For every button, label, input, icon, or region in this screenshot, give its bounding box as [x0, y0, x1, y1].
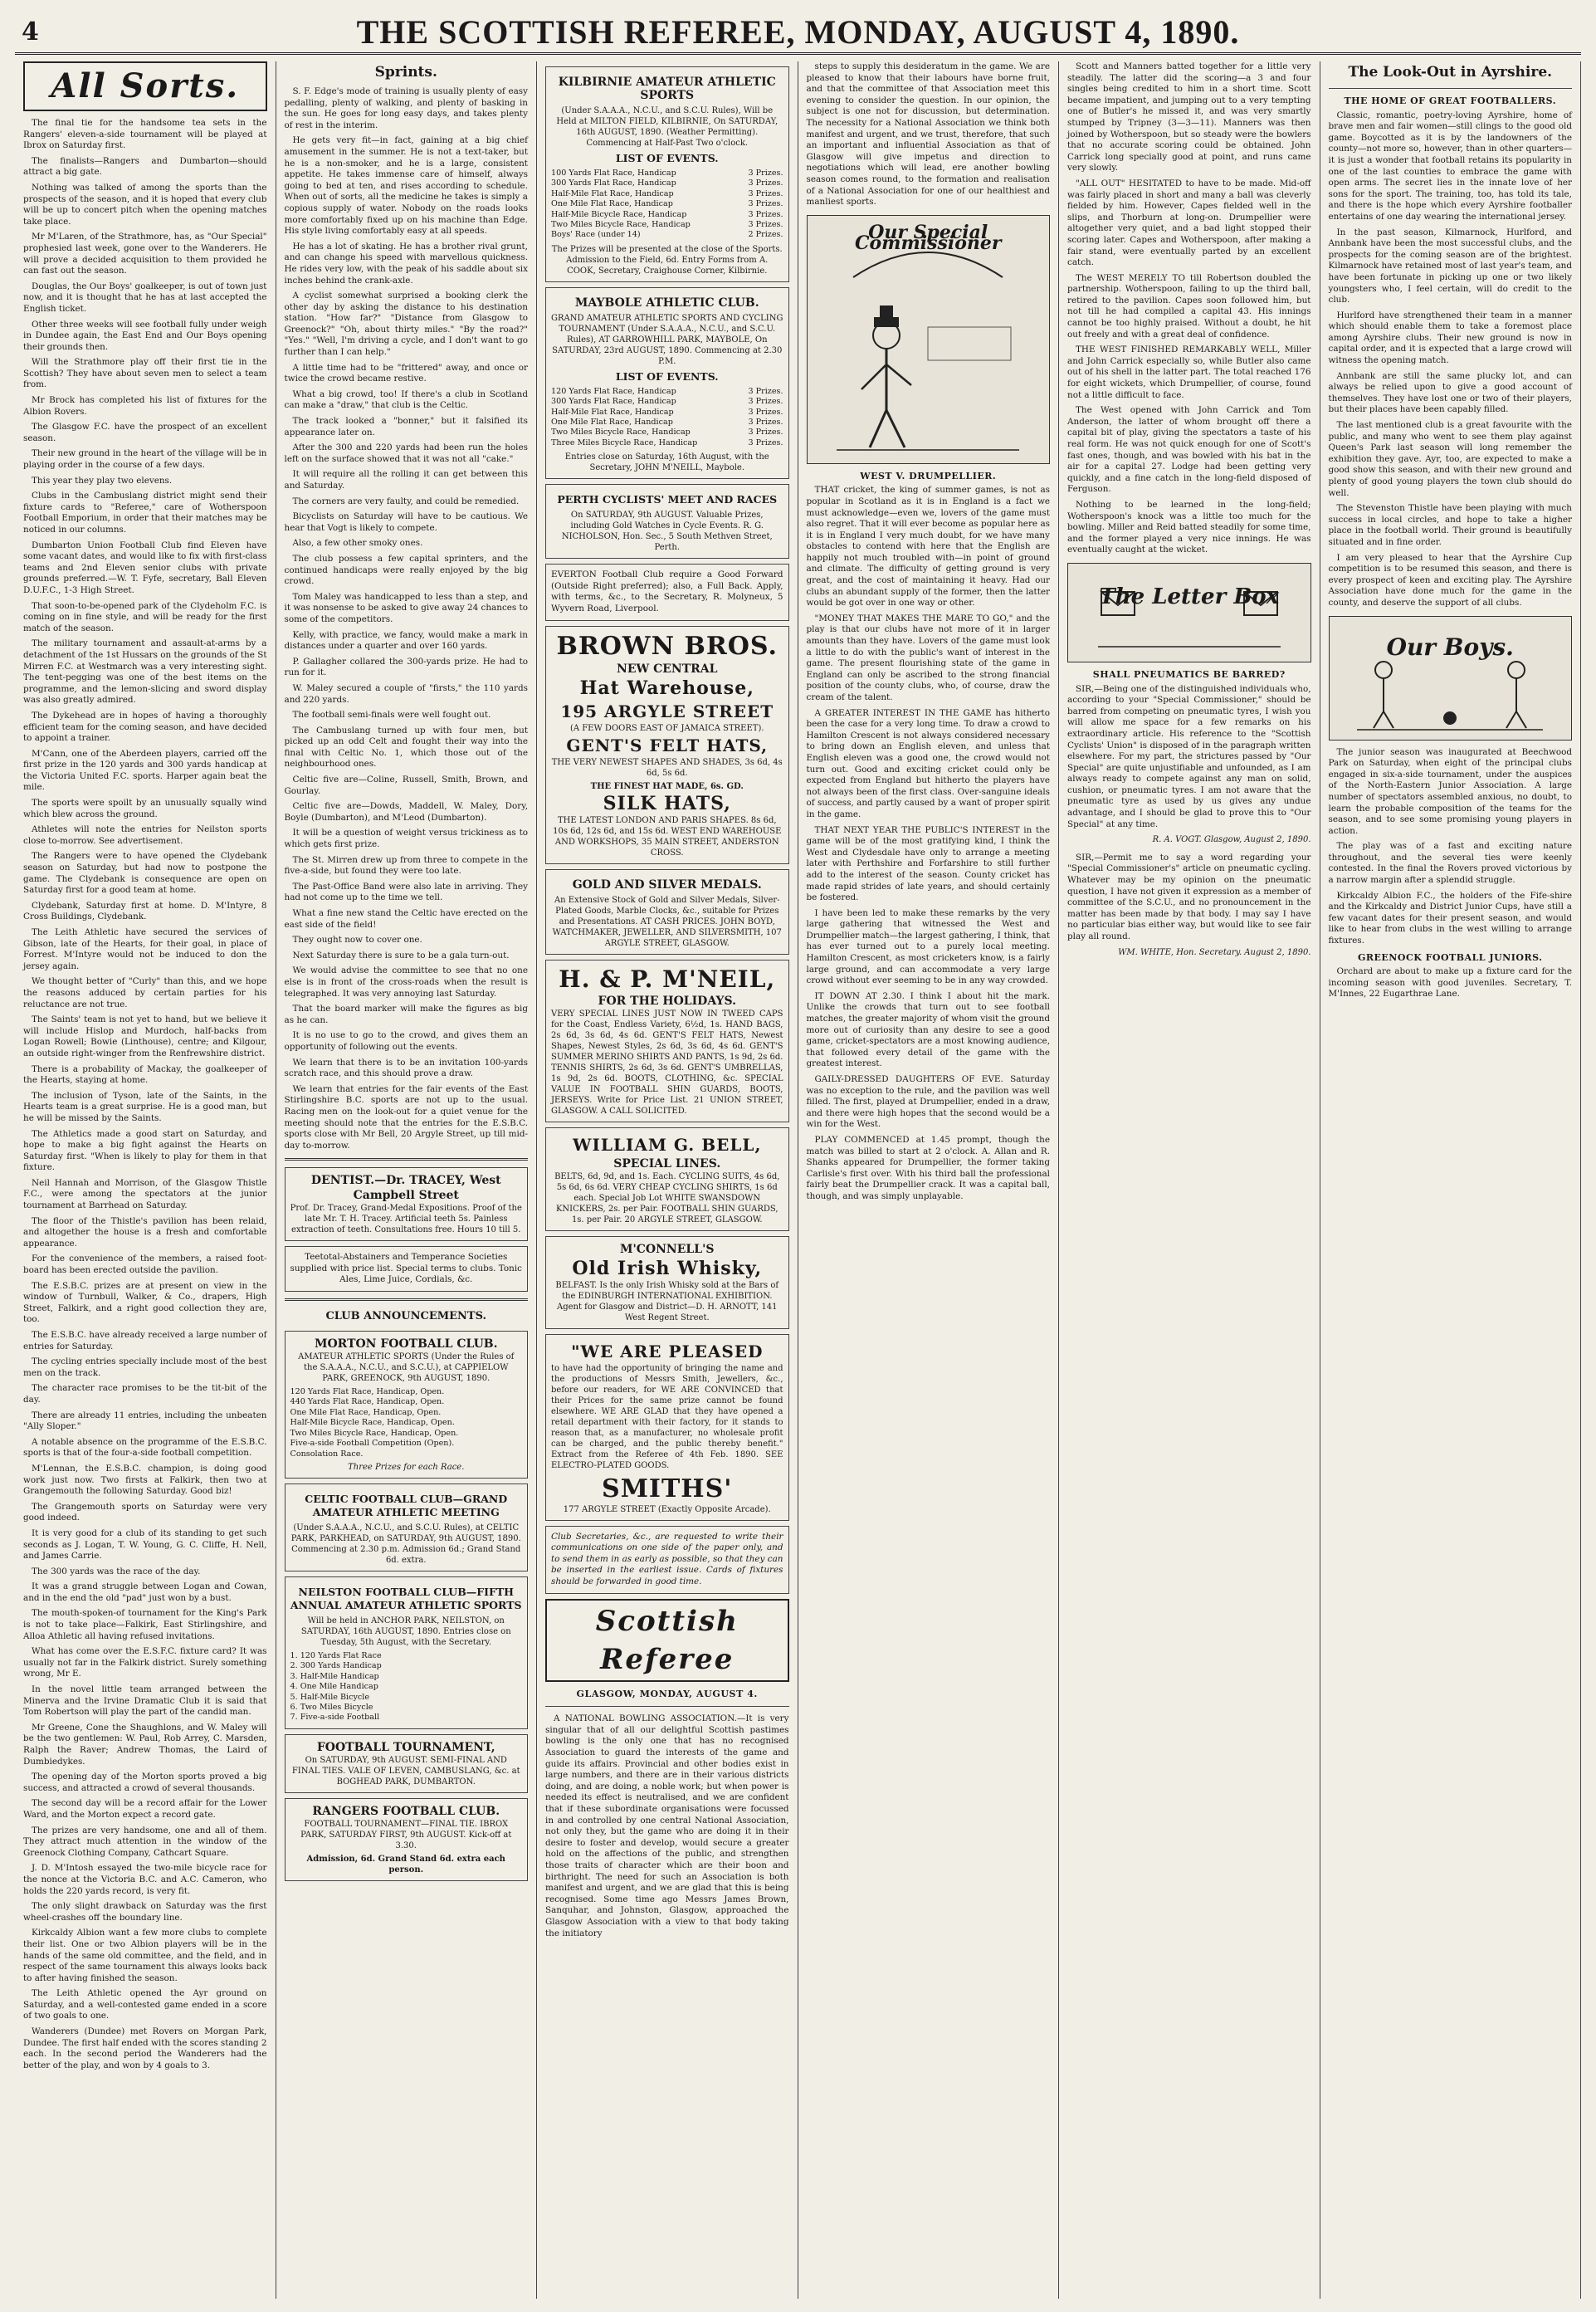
sprints-title: Sprints.: [374, 64, 437, 81]
ad-maybole-sub: GRAND AMATEUR ATHLETIC SPORTS AND CYCLING TOURNAMENT (Under S.A.A.A., N.C.U., and S.C.U. Rules), AT GARROWHILL PARK, MAYBOLE, On SATURDAY, 23rd AUGUST, 1890. Commencing at 2.30 P.M.: [551, 313, 783, 366]
paragraph: The military tournament and assault-at-arms by a detachment of the 1st Hussars on the grounds of the St Mirren F.C. at Westmarch was a very interesting sight. The tent-pegging was one of the best items on the programme, and the lemon-slicing and sword display was also greatly admired.: [23, 638, 267, 706]
ad-football-tournament-title: FOOTBALL TOURNAMENT,: [316, 1740, 495, 1754]
paragraph: steps to supply this desideratum in the game. We are pleased to know that their labours have borne fruit, and that the committee of that Association meet this evening to consider the question. In our opinion, the subject is one not for discussion, but determination. The necessity for a National Association we think both manifest and urgent, and we trust, therefore, that such an important and influential Association as that of Glasgow will give impetus and direction to negotiations which will lead, ere another bowling season comes round, to the formation and realisation of a National Association for one of our healthiest and manliest sports.: [806, 61, 1050, 208]
event-row: [551, 210, 783, 220]
paragraph: Kirkcaldy Albion F.C., the holders of the Fife-shire and the Kirkcaldy and District Junior Cups, have still a few vacant dates for their present season, and would like to hear from clubs in the west willing to arrange fixtures.: [1328, 890, 1572, 946]
paragraph: Celtic five are—Coline, Russell, Smith, Brown, and Gourlay.: [284, 775, 528, 796]
paragraph: The Leith Athletic opened the Ayr ground on Saturday, and a well-contested game ended in a score of two goals to one.: [23, 1988, 267, 2021]
paragraph: The final tie for the handsome tea sets in the Rangers' eleven-a-side tournament will be played at Ibrox on Saturday first.: [23, 118, 267, 151]
event-row: [290, 1703, 523, 1713]
paragraph: Mr M'Laren, of the Strathmore, has, as "Our Special" prophesied last week, gone over to the Wanderers. He will prove a decided acquisition to them provided he can fast out the season.: [23, 232, 267, 276]
ad-maybole-foot: Entries close on Saturday, 16th August, with the Secretary, JOHN M'NEILL, Maybole.: [564, 452, 769, 473]
letter-signoff: WM. WHITE, Hon. Secretary. August 2, 1890.: [1118, 947, 1311, 957]
paragraph: Their new ground in the heart of the village will be in playing order in the course of a few days.: [23, 448, 267, 471]
letter-body: SIR,—Permit me to say a word regarding your "Special Commissioner's" article on pneumatic cycling. Whatever may be my opinion on the pneumatic question, I have not given it expression as a member of committee of the S.C.U., and no pronouncement in the matter has been made by that body. I may say I have no particular bias either way, but would like to see fair play all round.: [1067, 852, 1311, 941]
ad-kilbirnie-sub: (Under S.A.A.A., N.C.U., and S.C.U. Rules), Will be Held at MILTON FIELD, KILBIRNIE, On SATURDAY, 16th AUGUST, 1890. (Weather Permitting). Commencing at Half-Past Two o'clock.: [556, 106, 778, 148]
event-name: Two Miles Bicycle Race, Handicap, Open.: [290, 1428, 459, 1438]
event-row: [290, 1418, 523, 1428]
paragraph: The inclusion of Tyson, late of the Saints, in the Hearts team is a great surprise. He is a good man, but he will be missed by the Saints.: [23, 1090, 267, 1123]
paragraph: A cyclist somewhat surprised a booking clerk the other day by asking the distance to his destination station. "How far?" "Distance from Glasgow to Greenock?" "Oh, about thirty miles." "By the road?" "Yes." "Well, I'm driving a cycle, and I don't want to go further than I can help.": [284, 291, 528, 358]
event-name: 440 Yards Flat Race, Handicap, Open.: [290, 1397, 445, 1407]
paragraph: The St. Mirren drew up from three to compete in the five-a-side, but found they were too late.: [284, 854, 528, 877]
paragraph: The WEST MERELY TO till Robertson doubled the partnership. Wotherspoon, failing to up the third ball, retired to the pavilion. Capes soon followed him, but not till he had compiled a capital 43. His innings cannot be too highly praised. Without a doubt, he hit out freely and with a great deal of confidence.: [1067, 272, 1311, 340]
ad-brown-felt: GENT'S FELT HATS,: [566, 735, 769, 755]
ad-morton-events: [290, 1387, 523, 1459]
paragraph: P. Gallagher collared the 300-yards prize. He had to run for it.: [284, 656, 528, 678]
paragraph: The Grangemouth sports on Saturday were very good indeed.: [23, 1501, 267, 1523]
paragraph: That the board marker will make the figures as big as he can.: [284, 1004, 528, 1025]
club-announcements-title: CLUB ANNOUNCEMENTS.: [325, 1310, 487, 1323]
event-prizes: 3 Prizes.: [748, 220, 783, 230]
paragraph: Clubs in the Cambuslang district might send their fixture cards to "Referee," care of Wotherspoon Football Emporium, in order that their matches may be noticed in our columns.: [23, 491, 267, 535]
ad-dentist: [285, 1167, 529, 1241]
paragraph: The prizes are very handsome, one and all of them. They attract much attention in the window of the Greenock Clothing Company, Cathcart Square.: [23, 1825, 267, 1858]
letter-headline: SHALL PNEUMATICS BE BARRED?: [1092, 668, 1286, 680]
event-name: 300 Yards Flat Race, Handicap: [551, 397, 676, 407]
event-row: [290, 1682, 523, 1692]
event-row: [290, 1397, 523, 1407]
event-name: Boys' Race (under 14): [551, 230, 641, 240]
all-sorts-paras: [23, 118, 267, 2071]
event-row: [290, 1429, 523, 1439]
ad-whisky-body: BELFAST. Is the only Irish Whisky sold at the Bars of the EDINBURGH INTERNATIONAL EXHIBITION. Agent for Glasgow and District—D. H. ARNOTT, 141 West Regent Street.: [555, 1280, 779, 1322]
letter-box-icon: [1090, 567, 1289, 658]
event-row: [290, 1693, 523, 1703]
ad-bell-sub: SPECIAL LINES.: [613, 1156, 721, 1171]
paragraph: Douglas, the Our Boys' goalkeeper, is out of town just now, and it is thought that he has at last accepted the English ticket.: [23, 281, 267, 314]
page-number: 4: [22, 17, 39, 46]
column-cricket-letters: [1059, 61, 1320, 2299]
paragraph: The second day will be a record affair for the Lower Ward, and the Morton expect a record gate.: [23, 1798, 267, 1820]
paragraph: Kelly, with practice, we fancy, would make a mark in distances under a quarter and over 160 yards.: [284, 629, 528, 652]
paragraph: It is no use to go to the crowd, and gives them an opportunity of following out the events.: [284, 1030, 528, 1052]
ad-rangers-admission: Admission, 6d. Grand Stand 6d. extra each person.: [306, 1854, 505, 1875]
paragraph: The 300 yards was the race of the day.: [32, 1566, 201, 1576]
ayrshire-subhead: THE HOME OF GREAT FOOTBALLERS.: [1344, 95, 1557, 106]
paragraph: Celtic five are—Dowds, Maddell, W. Maley, Dory, Boyle (Dumbarton), and M'Leod (Dumbarton).: [284, 801, 528, 823]
paragraph: A GREATER INTEREST IN THE GAME has hitherto been the case for a very long time. To draw a crowd to Hamilton Crescent is not always considered necessary to bring down an English eleven, and unless that English eleven was a good one, the crowd would not turn out. Good and exciting cricket could only be expected from England but hitherto the players have not always been of the first class. Over-sanguine ideals of success, and partly caused by a want of proper spirit in the game.: [806, 707, 1050, 819]
paragraph: The cycling entries specially include most of the best men on the track.: [23, 1356, 267, 1378]
paragraph: The Rangers were to have opened the Clydebank season on Saturday, but had now to postpone the game. The Clydebank is consequence are open on Saturday first for a good team at home.: [23, 851, 267, 896]
paragraph: Next Saturday there is sure to be a gala turn-out.: [292, 950, 510, 960]
ad-smiths-sub: 177 ARGYLE STREET (Exactly Opposite Arcade).: [563, 1504, 771, 1514]
paragraph: It was a grand struggle between Logan and Cowan, and in the end the old "pad" just won by a bust.: [23, 1581, 267, 1603]
ad-maybole-title: MAYBOLE ATHLETIC CLUB.: [574, 296, 759, 310]
paragraph: "ALL OUT" HESITATED to have to be made. Mid-off was fairly placed in short and many a ball was cleverly fielded by him. However, Capes fielded well in the slips, and Thorburn at long-on. Drumpellier were altogether very quiet, and a bad light stopped their scoring later. Capes and Wotherspoon, after making a fair stand, were eventually parted by an excellent catch.: [1067, 178, 1311, 268]
paragraph: Athletes will note the entries for Neilston sports close to-morrow. See advertisement.: [23, 824, 267, 846]
ad-rangers-title: RANGERS FOOTBALL CLUB.: [312, 1804, 500, 1818]
paragraph: There are already 11 entries, including the unbeaten "Ally Sloper.": [23, 1410, 267, 1432]
paragraph: THE WEST FINISHED REMARKABLY WELL, Miller and John Carrick especially so, while Butler also came out of his shell in the latter part. The total reached 176 for eight wickets, which Drumpellier, of course, found not a little difficult to face.: [1067, 345, 1311, 400]
ad-medals-title: GOLD AND SILVER MEDALS.: [572, 877, 762, 892]
column-adverts: [537, 61, 798, 2299]
ad-brown-mid2: Hat Warehouse,: [579, 677, 754, 699]
paragraph: They ought now to cover one.: [292, 935, 422, 946]
all-sorts-title: All Sorts.: [23, 61, 267, 111]
event-row: [551, 387, 783, 397]
ad-teetotal: Teetotal-Abstainers and Temperance Societies supplied with price list. Special terms to clubs. Tonic Ales, Lime Juice, Cordials, &c.: [285, 1246, 529, 1292]
ad-celtic-body: (Under S.A.A.A., N.C.U., and S.C.U. Rules), at CELTIC PARK, PARKHEAD, on SATURDAY, 9th AUGUST, 1890. Commencing at 2.30 p.m. Admission 6d.; Grand Stand 6d. extra.: [290, 1523, 521, 1565]
ad-celtic: [285, 1483, 529, 1571]
event-row: [290, 1408, 523, 1418]
event-row: [551, 428, 783, 437]
ad-perth-body: On SATURDAY, 9th AUGUST. Valuable Prizes, including Gold Watches in Cycle Events. R. G. NICHOLSON, Hon. Sec., 5 South Methven Street, Perth.: [561, 511, 773, 553]
ad-celtic-title: CELTIC FOOTBALL CLUB—GRAND AMATEUR ATHLETIC MEETING: [305, 1492, 508, 1518]
ad-medals-body: An Extensive Stock of Gold and Silver Medals, Silver-Plated Goods, Marble Clocks, &c., suitable for Prizes and Presentations. AT CASH PRICES. JOHN BOYD, WATCHMAKER, JEWELLER, AND SILVERSMITH, 107 ARGYLE STREET, GLASGOW.: [552, 895, 782, 948]
column-all-sorts: [15, 61, 276, 2299]
event-row: [551, 438, 783, 448]
our-boys-caption: Our Boys.: [1386, 633, 1514, 661]
event-name: Two Miles Bicycle Race, Handicap: [551, 428, 691, 437]
ad-kilbirnie: [545, 66, 789, 282]
paragraph: M'Lennan, the E.S.B.C. champion, is doing good work just now. Two firsts at Falkirk, then two at Grangemouth the following Saturday. Good biz!: [23, 1463, 267, 1497]
paragraph: What a big crowd, too! If there's a club in Scotland can make a "draw," that club is the Celtic.: [284, 389, 528, 411]
event-row: [551, 220, 783, 230]
paragraph: The opening day of the Morton sports proved a big success, and attracted a crowd of several thousands.: [23, 1772, 267, 1793]
ad-brown-silk-sub: THE LATEST LONDON AND PARIS SHAPES. 8s 6d, 10s 6d, 12s 6d, and 15s 6d. WEST END WAREHOUSE AND WORKSHOPS, 35 MAIN STREET, ANDERSTON CROSS.: [553, 815, 782, 858]
column-ayrshire: [1320, 61, 1582, 2299]
event-name: 6. Two Miles Bicycle: [290, 1702, 373, 1712]
ad-hp-mneil: [545, 960, 789, 1122]
event-prizes: 2 Prizes.: [748, 230, 783, 240]
paragraph: GAILY-DRESSED DAUGHTERS OF EVE. Saturday was no exception to the rule, and the pavilion was well filled. The first, played at Drumpellier, ended in a draw, and there were high hopes that the second would be a win for the West.: [806, 1074, 1050, 1130]
paragraph: The junior season was inaugurated at Beechwood Park on Saturday, when eight of the principal clubs engaged in six-a-side tournament, under the auspices of the North-Eastern Junior Association. A large number of spectators assembled anxious, no doubt, to learn the probable composition of the teams for the season, and to see some promising young players in action.: [1328, 746, 1572, 836]
event-prizes: 3 Prizes.: [748, 209, 783, 219]
paragraph: The Cambuslang turned up with four men, but picked up an odd Celt and fought their way into the final with Celtic No. 1, which those out of the neighbourhood ones.: [284, 725, 528, 770]
commissioner-paras: [807, 485, 1051, 1202]
ad-maybole: [545, 287, 789, 479]
ad-everton: EVERTON Football Club require a Good Forward (Outside Right preferred); also, a Full Back. Apply, with terms, &c., to the Secretary, R. Molyneux, 5 Wyvern Road, Liverpool.: [545, 564, 789, 620]
paragraph: The Leith Athletic have secured the services of Gibson, late of the Hearts, for their goal, in place of Forrest. M'Intyre would not be induced to don the jersey again.: [23, 927, 267, 971]
paragraph: A little time had to be "frittered" away, and once or twice the crowd became restive.: [284, 362, 528, 384]
greenock-body: Orchard are about to make up a fixture card for the incoming season with good juveniles. Secretary, T. M'Innes, 22 Eugarthrae Lane.: [1328, 966, 1572, 1000]
event-name: 1. 120 Yards Flat Race: [290, 1650, 382, 1660]
paragraph: The sports were spoilt by an unusually squally wind which blew across the ground.: [23, 798, 267, 819]
event-prizes: 3 Prizes.: [748, 188, 783, 198]
paragraph: I have been led to make these remarks by the very large gathering that witnessed the West and Drumpellier match—the largest gathering, I think, that has ever turned out to a purely local meeting. Hamilton Crescent, as most cricketers know, is a fairly large ground, and can accommodate a very large crowd without ever seeming to be in any way crowded.: [806, 907, 1050, 986]
ad-morton: [285, 1331, 529, 1479]
greenock-headline: GREENOCK FOOTBALL JUNIORS.: [1358, 951, 1543, 963]
paragraph: There is a probability of Mackay, the goalkeeper of the Hearts, staying at home.: [23, 1063, 267, 1086]
sprints-paras: [285, 86, 529, 1151]
paragraph: The football semi-finals were well fought out.: [292, 710, 491, 721]
event-prizes: 3 Prizes.: [748, 428, 783, 437]
column-sprints: [276, 61, 538, 2299]
paragraph: He has a lot of skating. He has a brother rival grunt, and can change his speed with marvellous quickness. He rides very low, with the peak of his saddle about six inches behind the crank-axle.: [284, 241, 528, 286]
paragraph: W. Maley secured a couple of "firsts," the 110 yards and 220 yards.: [284, 682, 528, 705]
event-prizes: 3 Prizes.: [748, 199, 783, 209]
paragraph: This year they play two elevens.: [32, 475, 173, 486]
event-row: [551, 189, 783, 199]
event-row: [551, 230, 783, 240]
event-row: [551, 397, 783, 407]
event-name: Consolation Race.: [290, 1449, 364, 1459]
ad-brown-silk-pre: THE FINEST HAT MADE, 6s. GD.: [590, 781, 744, 791]
ad-pleased-body: to have had the opportunity of bringing the name and the productions of Messrs Smith, Jewellers, &c., before our readers, for WE ARE CONVINCED that their Prices for the same prize cannot be found elsewhere. WE ARE GLAD that they have opened a retail department with their factory, for it stands to reason that, as a manufacturer, no wholesale profit can be charged, and the public thereby benefit." Extract from the Referee of 4th Feb. 1890. SEE ELECTRO-PLATED GOODS.: [551, 1363, 783, 1470]
event-name: Half-Mile Flat Race, Handicap: [551, 188, 674, 198]
ad-hp-title: H. & P. M'NEIL,: [559, 965, 776, 993]
event-name: 120 Yards Flat Race, Handicap, Open.: [290, 1387, 445, 1397]
ad-brown-felt-sub: THE VERY NEWEST SHAPES AND SHADES, 3s 6d, 4s 6d, 5s 6d.: [551, 757, 783, 778]
paragraph: M'Cann, one of the Aberdeen players, carried off the first prize in the 120 yards and 300 yards handicap at the Victoria United F.C. sports. Harper again beat the mile.: [23, 748, 267, 793]
ad-hp-sub: FOR THE HOLIDAYS.: [598, 994, 736, 1008]
event-name: 5. Half-Mile Bicycle: [290, 1692, 370, 1702]
ad-smiths: [545, 1334, 789, 1521]
column-leader-cricket: [798, 61, 1060, 2299]
paragraph: The E.S.B.C. prizes are at present on view in the window of Turnbull, Walker, & Co., drapers, High Street, Falkirk, and a right good collection they are, too.: [23, 1280, 267, 1325]
event-prizes: 3 Prizes.: [748, 437, 783, 447]
paragraph: A notable absence on the programme of the E.S.B.C. sports is that of the four-a-side football competition.: [23, 1436, 267, 1459]
ad-maybole-events-title: LIST OF EVENTS.: [615, 369, 719, 383]
ad-bell-body: BELTS, 6d, 9d, and 1s. Each. CYCLING SUITS, 4s 6d, 5s 6d, 6s 6d. VERY CHEAP CYCLING SHIRTS, 1s 6d each. Special Job Lot WHITE SWANSDOWN KNICKERS, 2s. per Pair. FOOTBALL SHIN GUARDS, 1s. per Pair. 20 ARGYLE STREET, GLASGOW.: [554, 1171, 780, 1224]
ad-rangers-body: FOOTBALL TOURNAMENT—FINAL TIE. IBROX PARK, SATURDAY FIRST, 9th AUGUST. Kick-off at 3.30.: [300, 1819, 512, 1850]
paragraph: Annbank are still the same plucky lot, and can always be relied upon to give a good account of themselves. They have lost one or two of their players, but their places have been capably filled.: [1328, 370, 1572, 415]
paragraph: The Saints' team is not yet to hand, but we believe it will include Hislop and Murdoch, half-backs from Logan Rowell; Bowie (Linthouse), centre; and Kilgour, an outside right-winger from the Renfrewshire district.: [23, 1014, 267, 1058]
event-row: [551, 408, 783, 418]
paragraph: THAT NEXT YEAR THE PUBLIC'S INTEREST in the game will be of the most gratifying kind, I think the West and Clydesdale have only to arrange a meeting later with Perthshire and Forfarshire to still further add to the interest of the season. County cricket has made rapid strides of late years, and should certainly be fostered.: [806, 824, 1050, 903]
event-name: Half-Mile Flat Race, Handicap: [551, 407, 674, 417]
ad-kilbirnie-events: [551, 169, 783, 241]
ad-perth: [545, 484, 789, 559]
columns: [15, 61, 1581, 2299]
ad-pleased-title: "WE ARE PLEASED: [571, 1341, 764, 1361]
paragraph: The Dykehead are in hopes of having a thoroughly efficient team for the coming season, and have decided to appoint a trainer.: [23, 710, 267, 744]
letter-body: SIR,—Being one of the distinguished individuals who, according to your "Special Commissioner," should be barred from competing on pneumatic tyres, I wish you will allow me space for a few remarks on his extraordinary article. His reference to the "Scottish Cyclists' Union" is disposed of in the paragraph written elsewhere. For my part, the strictures passed by "Our Special" are quite unjustifiable and unfounded, as I am always ready to compete against any man on solid, cushion, or pneumatic tyres. I am not aware that the pneumatic tyre as used by us gives any undue advantage, and I should be glad to prove this to "Our Special" at any time.: [1067, 683, 1311, 829]
event-name: 300 Yards Flat Race, Handicap: [551, 178, 676, 188]
ad-dentist-body: Prof. Dr. Tracey, Grand-Medal Expositions. Proof of the late Mr. T. H. Tracey. Artificial teeth 5s. Painless extraction of teeth. Consultations free. Hours 10 till 5.: [290, 1204, 522, 1235]
letter-signoff: R. A. VOGT. Glasgow, August 2, 1890.: [1152, 835, 1311, 845]
paragraph: I am very pleased to hear that the Ayrshire Cup competition is to be resumed this season, and there is every prospect of keen and exciting play. The Ayrshire Association have done much for the game in the county, and deserve the support of all clubs.: [1328, 552, 1572, 608]
event-prizes: 3 Prizes.: [748, 407, 783, 417]
event-row: [290, 1387, 523, 1397]
paragraph: It will be a question of weight versus trickiness as to which gets first prize.: [284, 828, 528, 850]
ad-brown-title: BROWN BROS.: [556, 631, 778, 661]
ad-morton-sub: AMATEUR ATHLETIC SPORTS (Under the Rules of the S.A.A.A., N.C.U., and S.C.U.), at CAPPIELOW PARK, GREENOCK, 9th AUGUST, 1890.: [298, 1352, 515, 1384]
our-boys-paras: [1329, 747, 1573, 947]
event-row: [551, 169, 783, 178]
ad-perth-title: PERTH CYCLISTS' MEET AND RACES: [557, 493, 778, 506]
paragraph: The play was of a fast and exciting nature throughout, and the several ties were keenly contested. In the final the Rovers proved victorious by a narrow margin after a splendid struggle.: [1328, 841, 1572, 886]
ad-football-tournament: [285, 1734, 529, 1793]
leader-continued: [807, 61, 1051, 208]
notice-secretaries: Club Secretaries, &c., are requested to write their communications on one side of the paper only, and to send them in as early as possible, so that they can be inserted in the earliest issue. Cards of fixtures should be forwarded in good time.: [545, 1526, 789, 1594]
paragraph: A NATIONAL BOWLING ASSOCIATION.—It is very singular that of all our delightful Scottish pastimes bowling is the only one that has no recognised Association to guard the interests of the game and guide its affairs. Provincial and other bodies exist in large numbers, and there are in their various districts doing, and are doing, a noble work; but when power is needed its effect is neutralised, and we are confident that if these subordinate organisations were focussed in and controlled by one central National Association, not only they, but the game who are doing it in their desire to foster and develop, would secure a greater hold on the affections of the public, and strengthen those traits of character which are their boon and birthright. The need for such an Association is both manifest and urgent, and we are glad that this is being recognised. Some time ago Messrs James Brown, Sanquhar, and Johnston, Glasgow, approached the Glasgow Association with a view to that body taking the initiatory: [545, 1713, 789, 1938]
masthead: [15, 12, 1581, 55]
ad-bell: [545, 1127, 789, 1231]
event-row: [551, 418, 783, 428]
ad-maybole-events: [551, 387, 783, 448]
paragraph: The corners are very faulty, and could be remedied.: [292, 496, 520, 506]
paragraph: Classic, romantic, poetry-loving Ayrshire, home of brave men and fair women—still clings to the good old game. Boycotted as it is by the landowners of the county—not more so, however, than in other quarters—it is just a wonder that football retains its popularity in one of the last counties to embrace the game with open arms. The secret lies in the innate love of her sons for the sport. The training, too, has told its tale, and there is the hope which every Ayrshire footballer entertains of one day wearing the international jersey.: [1328, 110, 1572, 222]
divider: [285, 1158, 529, 1161]
event-name: 7. Five-a-side Football: [290, 1713, 380, 1723]
paragraph: IT DOWN AT 2.30. I think I about hit the mark. Unlike the crowds that turn out to see football matches, the greater majority of whom visit the ground more out of curiosity than any desire to see a good game, cricket-spectators are a most knowing audience, that followed every detail of the game with the greatest interest.: [806, 990, 1050, 1069]
ad-dentist-head: DENTIST.—Dr. TRACEY, West Campbell Street: [310, 1174, 501, 1203]
ad-brown-silk: SILK HATS,: [603, 792, 731, 814]
paragraph: Neil Hannah and Morrison, of the Glasgow Thistle F.C., were among the spectators at the junior tournament at Barrhead on Saturday.: [23, 1177, 267, 1211]
event-name: 100 Yards Flat Race, Handicap: [551, 169, 676, 178]
paragraph: In the novel little team arranged between the Minerva and the Irvine Dramatic Club it is said that Tom Robertson will play the part of the candid man.: [23, 1684, 267, 1718]
paragraph: Will the Strathmore play off their first tie in the Scottish? They have about seven men to select a team from.: [23, 357, 267, 390]
paragraph: Scott and Manners batted together for a little very steadily. The latter did the scoring—a 3 and four singles being credited to him in a short time. Scott became impatient, and jumping out to a very tempting one of Butler's he missed it, and was very smartly stumped by Tripney (3—3—11). Manners was then joined by Wotherspoon, but so steady were the bowlers that no accurate scoring could be obtained. John Carrick long specially good at point, and runs came very slowly.: [1067, 61, 1311, 174]
ad-kilbirnie-foot: The Prizes will be presented at the close of the Sports. Admission to the Field, 6d. Entry Forms from A. COOK, Secretary, Craighouse Corner, Kilbirnie.: [551, 244, 783, 276]
event-name: Half-Mile Bicycle Race, Handicap, Open.: [290, 1418, 455, 1428]
paragraph: PLAY COMMENCED at 1.45 prompt, though the match was billed to start at 2 o'clock. A. Allan and R. Shanks appeared for Drumpellier, the former taking Carlisle's first over. With his third ball the professional fairly beat the Drumpellier crack. It was a capital ball, though, and was simply unplayable.: [806, 1134, 1050, 1201]
paragraph: The E.S.B.C. have already received a large number of entries for Saturday.: [23, 1330, 267, 1352]
paper-dateline: GLASGOW, MONDAY, AUGUST 4.: [576, 1688, 758, 1699]
event-prizes: 3 Prizes.: [748, 386, 783, 396]
paragraph: Tom Maley was handicapped to less than a step, and it was nonsense to be asked to give away 24 chances to some of the competitors.: [284, 591, 528, 624]
paragraph: The mouth-spoken-of tournament for the King's Park is not to take place—Falkirk, East Stirlingshire, and Alloa Athletic all having refused invitations.: [23, 1608, 267, 1641]
ad-kilbirnie-events-title: LIST OF EVENTS.: [615, 152, 719, 164]
ad-neilston: [285, 1576, 529, 1729]
paragraph: Dumbarton Union Football Club find Eleven have some vacant dates, and would like to fix with first-class teams and 2nd Eleven senior clubs with private grounds preferred.—W. T. Fyfe, secretary, Ball Eleven D.U.F.C., 1-3 High Street.: [23, 540, 267, 595]
event-name: Half-Mile Bicycle Race, Handicap: [551, 209, 687, 219]
paragraph: The finalists—Rangers and Dumbarton—should attract a big gate.: [23, 155, 267, 178]
ad-hp-body: VERY SPECIAL LINES JUST NOW IN TWEED CAPS for the Coast, Endless Variety, 6½d, 1s. HAND BAGS, 2s 6d, 3s 6d, 4s 6d. GENT'S FELT HATS, Newest Shapes, Newest Styles, 2s 6d, 3s 6d, 4s 6d. GENT'S SUMMER MERINO SHIRTS AND PANTS, 1s 9d, 2s 6d. TENNIS SHIRTS, 2s 6d, 3s 6d. GENT'S UMBRELLAS, 1s 9d, 2s 6d. BOOTS, CLOTHING, &c. SPECIAL VALUE IN FOOTBALL SHIN GUARDS, BOOTS, JERSEYS. Write for Price List. 21 UNION STREET, GLASGOW. A CALL SOLICITED.: [551, 1009, 783, 1116]
paragraph: The Stevenston Thistle have been playing with much success in local circles, and hope to take a higher place in the football world. Their ground is beautifully situated and in fine order.: [1328, 503, 1572, 547]
paragraph: In the past season, Kilmarnock, Hurlford, and Annbank have been the most successful clubs, and the prospects for the coming season are of the brightest. Kilmarnock have retained most of last year's team, and have been fortunate in picking up one or two likely youngsters who, I feel certain, will do credit to the club.: [1328, 227, 1572, 305]
paragraph: Clydebank, Saturday first at home. D. M'Intyre, 8 Cross Buildings, Clydebank.: [23, 900, 267, 922]
ad-kilbirnie-title: KILBIRNIE AMATEUR ATHLETIC SPORTS: [558, 76, 776, 102]
ad-neilston-events: [290, 1651, 523, 1723]
event-prizes: 3 Prizes.: [748, 397, 783, 407]
event-prizes: 3 Prizes.: [748, 418, 783, 428]
ad-brown-address: 195 ARGYLE STREET: [560, 701, 774, 721]
paragraph: "MONEY THAT MAKES THE MARE TO GO," and the play is that our clubs have not more of it in larger amounts than they have. Lovers of the game must look a little to do with the public's want of interest in the game. The present flourishing state of the game in England can only be ascribed to the strong financial position of the county clubs, who, of course, draw the cream of the talent.: [806, 613, 1050, 702]
paragraph: We thought better of "Curly" than this, and we hope the reasons adduced by certain parties for his reluctance are not true.: [23, 976, 267, 1009]
paragraph: Mr Brock has completed his list of fixtures for the Albion Rovers.: [23, 395, 267, 417]
paragraph: The club possess a few capital sprinters, and the continued handicaps were really enjoyed by the big crowd.: [284, 553, 528, 587]
leader-article: [545, 1713, 789, 1939]
paragraph: It will require all the rolling it can get between this and Saturday.: [284, 469, 528, 491]
event-prizes: 3 Prizes.: [748, 169, 783, 178]
paragraph: Hurlford have strengthened their team in a manner which should enable them to take a foremost place among Ayrshire clubs. Their new ground is now in capital order, and it is expected that a large crowd will witness the opening match.: [1328, 310, 1572, 366]
ayrshire-title: The Look-Out in Ayrshire.: [1348, 64, 1553, 81]
event-row: [290, 1713, 523, 1723]
paragraph: After the 300 and 220 yards had been run the holes left on the surface showed that it was not all "cake.": [284, 442, 528, 464]
paragraph: Wanderers (Dundee) met Rovers on Morgan Park, Dundee. The first half ended with the scores standing 2 each. In the second period the Wanderers had the better of the play, and won by 4 goals to 3.: [23, 2026, 267, 2070]
divider: [285, 1298, 529, 1301]
paragraph: We learn that there is to be an invitation 100-yards scratch race, and this should prove a draw.: [284, 1057, 528, 1079]
event-name: One Mile Flat Race, Handicap: [551, 199, 673, 209]
our-boys-illustration: [1329, 616, 1573, 741]
paragraph: For the convenience of the members, a raised foot-board has been erected outside the pavilion.: [23, 1254, 267, 1276]
paragraph: We learn that entries for the fair events of the East Stirlingshire B.C. sports are not up to the usual. Racing men on the look-out for a quiet venue for the meeting should note that the entries for the E.S.B.C. sports close with Mr Bell, 20 Argyle Street, up till mid-day to-morrow.: [284, 1083, 528, 1151]
paragraph: The floor of the Thistle's pavilion has been relaid, and altogether the house is a fresh and comfortable appearance.: [23, 1215, 267, 1249]
event-name: One Mile Flat Race, Handicap: [551, 418, 673, 428]
paragraph: The character race promises to be the tit-bit of the day.: [23, 1383, 267, 1405]
event-name: Three Miles Bicycle Race, Handicap: [551, 437, 698, 447]
paper-title: THE SCOTTISH REFEREE, MONDAY, AUGUST 4, 1890.: [356, 13, 1240, 51]
event-name: 120 Yards Flat Race, Handicap: [551, 386, 676, 396]
paragraph: What has come over the E.S.F.C. fixture card? It was usually not far in the Falkirk district. Surely something wrong, Mr E.: [23, 1646, 267, 1679]
paragraph: That soon-to-be-opened park of the Clydeholm F.C. is coming on in fine style, and will be ready for the first match of the season.: [23, 600, 267, 633]
paragraph: The track looked a "bonner," but it falsified its appearance later on.: [284, 416, 528, 437]
event-prizes: 3 Prizes.: [748, 178, 783, 188]
ad-brown-sub: (A FEW DOORS EAST OF JAMAICA STREET).: [569, 723, 764, 733]
ad-morton-title: MORTON FOOTBALL CLUB.: [314, 1337, 498, 1352]
paragraph: Also, a few other smoky ones.: [292, 538, 423, 549]
ad-smiths-title: SMITHS': [602, 1474, 733, 1503]
paragraph: Nothing was talked of among the sports than the prospects of the season, and it is hoped that every club will be up to concert pitch when the opening matches take place.: [23, 182, 267, 227]
event-row: [551, 199, 783, 209]
ad-brown-bros: [545, 626, 789, 864]
event-row: [290, 1672, 523, 1682]
commissioner-figure-icon: [828, 219, 1027, 460]
ad-bell-title: WILLIAM G. BELL,: [573, 1134, 762, 1155]
ad-neilston-title: NEILSTON FOOTBALL CLUB—FIFTH ANNUAL AMATEUR ATHLETIC SPORTS: [290, 1585, 522, 1611]
event-name: 4. One Mile Handicap: [290, 1682, 378, 1692]
commissioner-caption: Our Special Commissioner: [855, 221, 1002, 255]
paragraph: Other three weeks will see football fully under weigh in Dundee again, the East End and Our Boys opening their grounds then.: [23, 319, 267, 352]
ad-medals: [545, 869, 789, 955]
event-row: [290, 1661, 523, 1671]
paragraph: The Glasgow F.C. have the prospect of an excellent season.: [23, 422, 267, 443]
paragraph: The West opened with John Carrick and Tom Anderson, the latter of whom brought off there a capital bit of play, giving the spectators a taste of his real form. He was not quick enough for one of Scott's fast ones, though, and was bowled with his bat in the air for a capital 27. Lodge had been getting very quickly, and a fine catch in the long-field disposed of Ferguson.: [1067, 405, 1311, 495]
event-row: [290, 1439, 523, 1449]
ayrshire-paras: [1329, 110, 1573, 609]
divider: [1329, 88, 1573, 89]
paragraph: The Athletics made a good start on Saturday, and hope to make a big fight against the Hearts on Saturday first. "When is likely to play for them in that fixture.: [23, 1128, 267, 1173]
ad-whisky: [545, 1236, 789, 1329]
paragraph: He gets very fit—in fact, gaining at a big chief amusement in the summer. He is not a text-taker, but he is a non-smoker, and he is a large, consistent appetite. He takes immense care of himself, always going to bed at ten, and rises according to schedule. When out of sorts, all the medicine he takes is simply a copious supply of water. Nobody on the roads looks more comfortably fixed up on his machine than Edge. His style living comfortably easy at all speeds.: [284, 135, 528, 237]
paragraph: The last mentioned club is a great favourite with the public, and many who went to see them play against Queen's Park last season will long remember the exhibition they gave. Ayr, too, are expected to make a good show this season, and with their new ground and plenty of good young players the town club should do well.: [1328, 420, 1572, 498]
ad-rangers: [285, 1798, 529, 1881]
paragraph: We would advise the committee to see that no one else is in front of the cross-roads when the result is telegraphed. It was very annoying last Saturday.: [284, 965, 528, 999]
paragraph: J. D. M'Intosh essayed the two-mile bicycle race for the nonce at the Victoria B.C. and A.C. Cameron, who holds the 220 yards record, is very fit.: [23, 1863, 267, 1896]
ad-football-tournament-body: On SATURDAY, 9th AUGUST. SEMI-FINAL AND FINAL TIES. VALE OF LEVEN, CAMBUSLANG, &c. at BOGHEAD PARK, DUMBARTON.: [291, 1755, 520, 1787]
paragraph: The Past-Office Band were also late in arriving. They had not come up to the time we tell.: [284, 881, 528, 903]
event-row: [290, 1449, 523, 1459]
cricket-paras: [1067, 61, 1311, 556]
paragraph: Mr Greene, Cone the Shaughlons, and W. Maley will be the two gentlemen: W. Paul, Rob Arrey, C. Marsden, Ralph the Raver; Andrew Thomas, the Laird of Dumbiedykes.: [23, 1722, 267, 1767]
paragraph: It is very good for a club of its standing to get such seconds as J. Logan, T. W. Young, G. C. Cliffe, H. Nell, and James Carrie.: [23, 1527, 267, 1562]
ad-brown-mid1: NEW CENTRAL: [617, 662, 718, 676]
paper-banner: Scottish Referee: [545, 1599, 789, 1682]
event-name: 2. 300 Yards Handicap: [290, 1661, 382, 1671]
letter-box-caption: The Letter Box: [1099, 584, 1280, 609]
event-name: 3. Half-Mile Handicap: [290, 1671, 379, 1681]
paragraph: THAT cricket, the king of summer games, is not as popular in Scotland as it is in England is a fact we must acknowledge—even we, lovers of the game must also regret. That it will ever become as popular here as it is in England I very much doubt, for we have many obstacles to contend with here that the English are happily not much troubled with—in point of ground and climate. The difficulty of getting ground is very great, and the cost of maintaining it heavy. Had our clubs an abundant supply of the former, then the latter would be got over in one way or other.: [806, 485, 1050, 609]
commissioner-headline: WEST V. DRUMPELLIER.: [860, 470, 997, 481]
event-name: Five-a-side Football Competition (Open).: [290, 1439, 455, 1449]
ad-neilston-body: Will be held in ANCHOR PARK, NEILSTON, on SATURDAY, 16th AUGUST, 1890. Entries close on Tuesday, 5th August, with the Secretary.: [300, 1615, 511, 1647]
paragraph: S. F. Edge's mode of training is usually plenty of easy pedalling, plenty of walking, and plenty of basking in the sun. He goes for long easy days, and takes plenty of rest in the interim.: [284, 86, 528, 130]
event-row: [551, 178, 783, 188]
ad-morton-foot: Three Prizes for each Race.: [348, 1462, 465, 1472]
paragraph: Bicyclists on Saturday will have to be cautious. We hear that Vogt is likely to compete.: [284, 511, 528, 533]
paragraph: Nothing to be learned in the long-field; Wotherspoon's knock was a little too much for the bowling. Miller and Reid batted steadily for some time, and the former played a very nice innings. He was eventually caught at the wicket.: [1067, 499, 1311, 555]
event-row: [290, 1651, 523, 1661]
paragraph: Kirkcaldy Albion want a few more clubs to complete their list. One or two Albion players will be in the hands of the same old committee, and the field, and in respect of the same tournament this always looks back to after having finished the season.: [23, 1928, 267, 1983]
paragraph: What a fine new stand the Celtic have erected on the east side of the field!: [284, 908, 528, 930]
divider: [545, 1706, 789, 1707]
event-name: One Mile Flat Race, Handicap, Open.: [290, 1407, 442, 1417]
event-name: Two Miles Bicycle Race, Handicap: [551, 220, 691, 230]
ad-whisky-title1: M'CONNELL'S: [620, 1242, 715, 1256]
letter-box-illustration: [1067, 563, 1311, 662]
special-commissioner-illustration: [807, 215, 1051, 464]
ad-whisky-title2: Old Irish Whisky,: [572, 1257, 763, 1279]
paragraph: The only slight drawback on Saturday was the first wheel-crashes off the boundary line.: [23, 1901, 267, 1923]
